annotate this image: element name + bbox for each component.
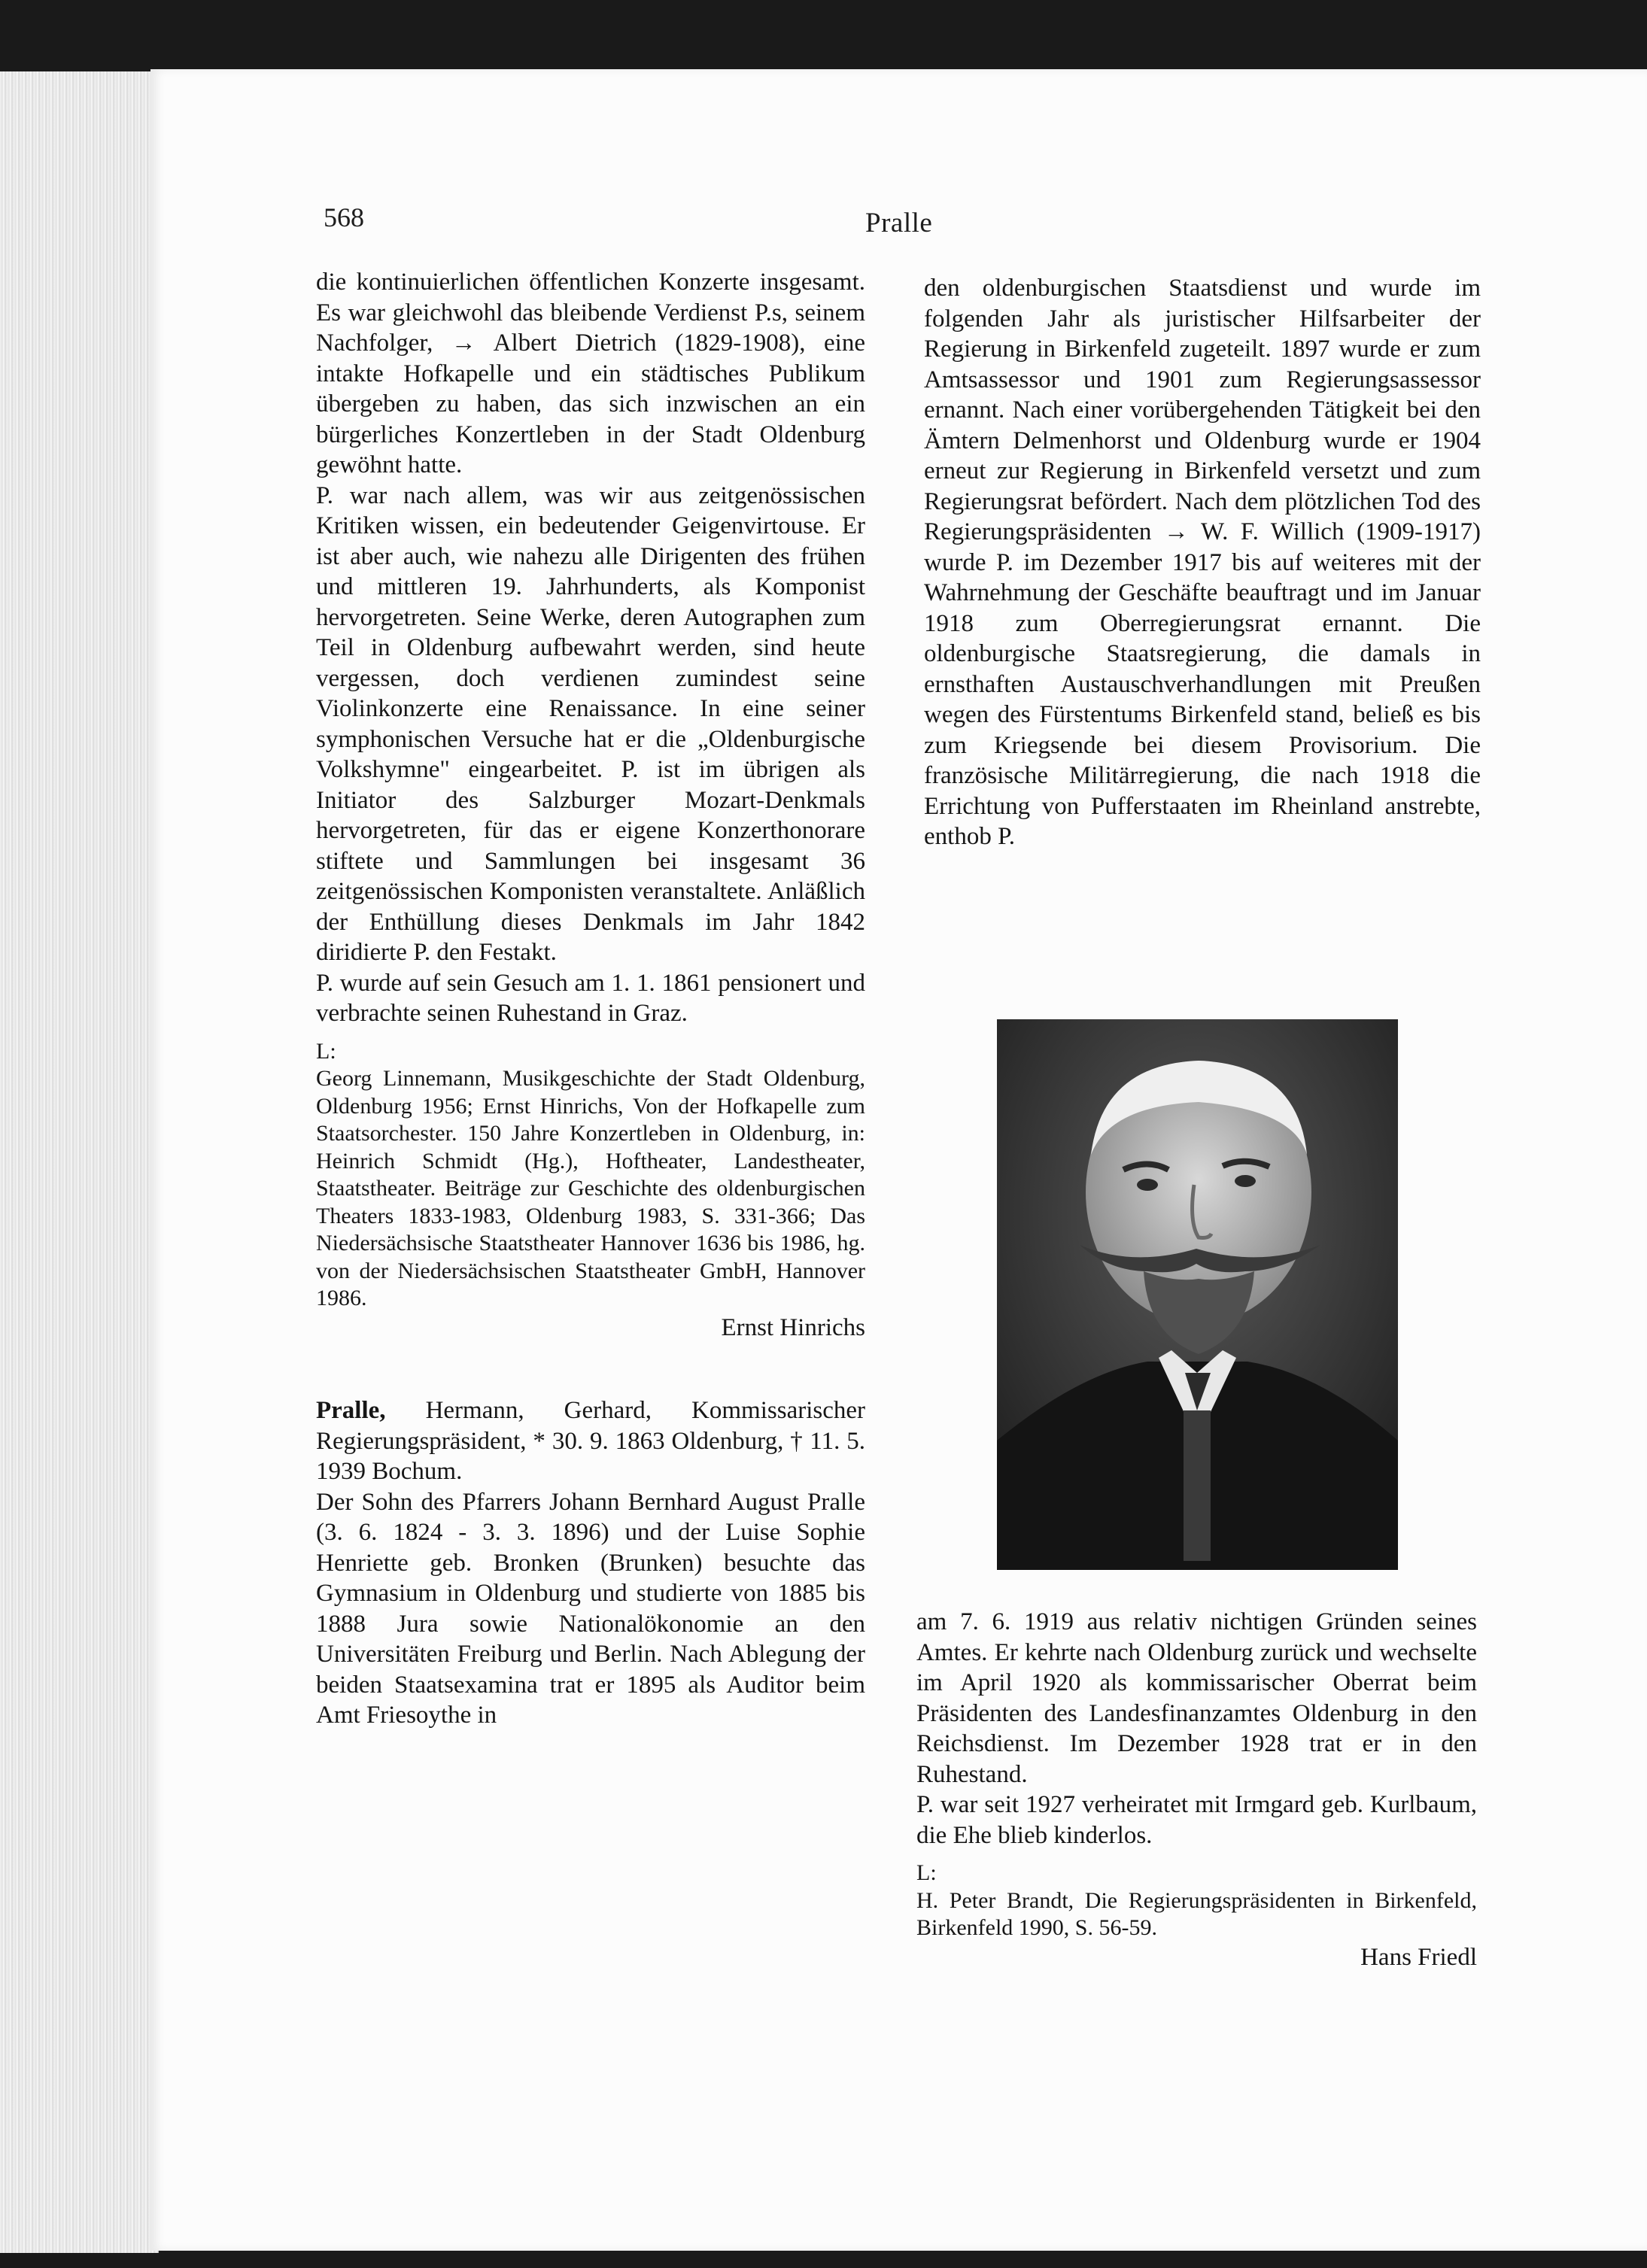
article-author: Hans Friedl [1360,1943,1477,1971]
literature-label: L: [316,1038,336,1064]
literature-text: Georg Linnemann, Musikgeschichte der Stadt Oldenburg, Oldenburg 1956; Ernst Hinrichs, Von der Hofkapelle zum Staatsorchester. 150 Jahre Konzertleben in Oldenburg, in: Heinrich Schmidt (Hg.), Hoftheater, Landestheater, Staatstheater. Beiträge zur Geschichte des oldenburgischen Theaters 1833-1983, Oldenburg 1983, S. 331-366; Das Niedersächsische Staatstheater Hannover 1636 bis 1986, hg. von der Niedersächsischen Staatstheater GmbH, Hannover 1986. [316,1066,865,1310]
paragraph: am 7. 6. 1919 aus relativ nichtigen Gründen seines Amtes. Er kehrte nach Oldenburg zurück und wechselte im April 1920 als kommissarischer Oberrat beim Präsidenten des Landesfinanzamtes Oldenburg in den Reichsdienst. Im Dezember 1928 trat er in den Ruhestand. [916,1608,1477,1788]
portrait-photo [997,1019,1398,1570]
entry-header [316,1395,865,1487]
running-head: Pralle [865,208,933,238]
article-author: Ernst Hinrichs [721,1313,865,1341]
paragraph: P. war nach allem, was wir aus zeitgenössischen Kritiken wissen, ein bedeutender Geigenvirtouse. Er ist aber auch, wie nahezu alle Dirigenten des frühen und mittleren 19. Jahrhunderts, als Komponist hervorgetreten. Seine Werke, deren Autographen zum Teil in Oldenburg aufbewahrt werden, sind heute vergessen, doch verdienen zumindest seine Violinkonzerte eine Renaissance. In eine seiner symphonischen Versuche hat er die „Oldenburgische Volkshymne" eingearbeitet. P. ist im übrigen als Initiator des Salzburger Mozart-Denkmals hervorgetreten, für das er eigene Konzerthonorare stiftete und Sammlungen bei insgesamt 36 zeitgenössischen Komponisten veranstaltete. Anläßlich der Enthüllung dieses Denkmals im Jahr 1842 diridierte P. den Festakt. [316,481,865,966]
right-column [924,273,1481,852]
page-number: 568 [324,202,364,232]
paragraph: P. war seit 1927 verheiratet mit Irmgard geb. Kurlbaum, die Ehe blieb kinderlos. [916,1791,1477,1849]
literature-text: H. Peter Brandt, Die Regierungspräsidenten in Birkenfeld, Birkenfeld 1990, S. 56-59. [916,1887,1477,1940]
book-page-edges [0,71,159,2253]
entry-separator [316,1343,865,1395]
paragraph: P. wurde auf sein Gesuch am 1. 1. 1861 pensionert und verbrachte seinen Ruhestand in Graz. [316,969,865,1027]
literature-label: L: [916,1860,937,1885]
left-column [316,267,865,1731]
paragraph: Der Sohn des Pfarrers Johann Bernhard August Pralle (3. 6. 1824 - 3. 3. 1896) und der Luise Sophie Henriette geb. Bronken (Brunken) besuchte das Gymnasium in Oldenburg und studierte von 1885 bis 1888 Jura sowie Nationalökonomie an den Universitäten Freiburg und Berlin. Nach Ablegung der beiden Staatsexamina trat er 1895 als Auditor beim Amt Friesoythe in [316,1488,865,1729]
entry-header-text: Hermann, Gerhard, Kommissarischer Regierungspräsident, * 30. 9. 1863 Oldenburg, † 11. 5. 1939 Bochum. [316,1397,865,1485]
paragraph: den oldenburgischen Staatsdienst und wurde im folgenden Jahr als juristischer Hilfsarbeiter der Regierung in Birkenfeld zugeteilt. 1897 wurde er zum Amtsassessor und 1901 zum Regierungsassessor ernannt. Nach einer vorübergehenden Tätigkeit bei den Ämtern Delmenhorst und Oldenburg wurde er 1904 erneut zur Regierung in Birkenfeld versetzt und zum Regierungsrat befördert. Nach dem plötzlichen Tod des Regierungspräsidenten → W. F. Willich (1909-1917) wurde P. im Dezember 1917 bis auf weiteres mit der Wahrnehmung der Geschäfte beauftragt und im Januar 1918 zum Oberregierungsrat ernannt. Die oldenburgische Staatsregierung, die damals in ernsthaften Austauschverhandlungen mit Preußen wegen des Fürstentums Birkenfeld stand, beließ es bis zum Kriegsende bei diesem Provisorium. Die französische Militärregierung, die nach 1918 die Errichtung von Pufferstaaten im Rheinland anstrebte, enthob P. [924,275,1481,850]
entry-name: Pralle, [316,1397,386,1424]
right-column-lower [916,1607,1477,1972]
paragraph: die kontinuierlichen öffentlichen Konzerte insgesamt. Es war gleichwohl das bleibende Verdienst P.s, seinem Nachfolger, → Albert Dietrich (1829-1908), eine intakte Hofkapelle und ein städtisches Publikum übergeben zu haben, das sich inzwischen an ein bürgerliches Konzertleben in der Stadt Oldenburg gewöhnt hatte. [316,269,865,478]
portrait-image [997,1019,1398,1570]
